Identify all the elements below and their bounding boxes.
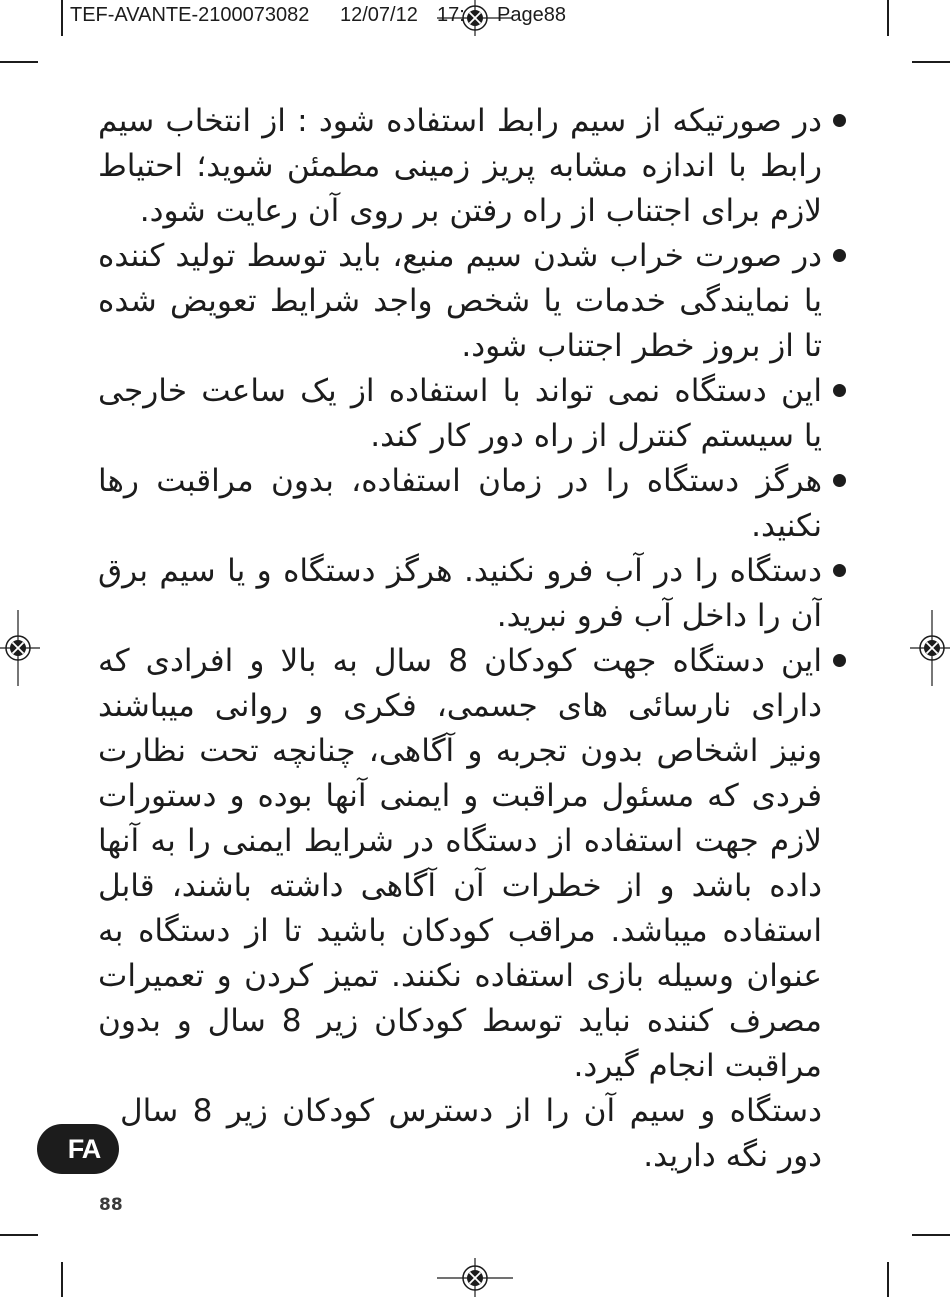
bullet-item-5: [98, 549, 822, 639]
text-line-content: مصرف کننده نباید توسط کودکان زیر 8 سال و بدون: [98, 1003, 822, 1039]
text-line-content: رابط با اندازه مشابه پریز زمینی مطمئن شوید؛ احتیاط: [98, 148, 822, 184]
crop-mark-bottom-right-horizontal: [912, 1234, 950, 1236]
text-line-content: این دستگاه جهت کودکان 8 سال به بالا و افرادی که: [98, 643, 822, 679]
language-badge: FA: [37, 1124, 119, 1174]
text-line: [98, 324, 822, 369]
text-line: [98, 1044, 822, 1089]
text-line-content: نکنید.: [751, 508, 822, 544]
text-line-content: ونیز اشخاص بدون تجربه و آگاهی، چنانچه تحت نظارت: [98, 733, 822, 769]
bullet-dot: [833, 474, 846, 487]
text-line: [98, 279, 822, 324]
registration-mark-left-icon: [0, 608, 44, 688]
text-line-content: در صورتیکه از سیم رابط استفاده شود : از انتخاب سیم: [98, 103, 822, 139]
text-line-content: یا سیستم کنترل از راه دور کار کند.: [370, 418, 822, 454]
bullet-dot: [833, 564, 846, 577]
text-line: [98, 594, 822, 639]
text-line: [98, 459, 822, 504]
bullet-dot: [833, 384, 846, 397]
bullet-dot: [833, 249, 846, 262]
text-line-content: دستگاه و سیم آن را از دسترس کودکان زیر 8 سال: [120, 1093, 822, 1129]
text-line-content: استفاده میباشد. مراقب کودکان باشید تا از دستگاه به: [98, 913, 822, 949]
text-line-content: لازم جهت استفاده از دستگاه در شرایط ایمنی را به آنها: [98, 823, 822, 859]
registration-mark-bottom-icon: [435, 1254, 515, 1297]
text-line: [98, 99, 822, 144]
bullet-item-2: [98, 234, 822, 369]
bullet-item-4: [98, 459, 822, 549]
text-line-content: آن را داخل آب فرو نبرید.: [496, 598, 822, 634]
text-line-content: تا از بروز خطر اجتناب شود.: [461, 328, 822, 364]
text-line: [98, 909, 822, 954]
text-line: [98, 954, 822, 999]
bullet-item-6: [98, 639, 822, 1089]
text-line-content: دستگاه را در آب فرو نکنید. هرگز دستگاه و یا سیم برق: [98, 553, 822, 589]
page-number: 88: [99, 1195, 123, 1215]
text-line: [98, 549, 822, 594]
crop-mark-top-right-horizontal: [912, 61, 950, 63]
bullet-item-1: [98, 99, 822, 234]
text-line: [98, 189, 822, 234]
text-line: [98, 144, 822, 189]
safety-instructions: [98, 99, 822, 1179]
registration-mark-top-icon: [435, 0, 515, 40]
slug-date: 12/07/12: [340, 4, 418, 26]
bullet-item-3: [98, 369, 822, 459]
text-line: [98, 864, 822, 909]
text-line: [120, 1089, 822, 1134]
text-line: [98, 999, 822, 1044]
text-line-content: داده باشد و از خطرات آن آگاهی داشته باشند، قابل: [98, 868, 822, 904]
slug-time: 17:: [437, 4, 465, 26]
crop-mark-top-left-horizontal: [0, 61, 38, 63]
crop-mark-bottom-right-vertical: [887, 1262, 889, 1297]
slug-file-name: TEF-AVANTE-2100073082: [70, 4, 310, 26]
crop-mark-bottom-left-vertical: [61, 1262, 63, 1297]
text-line-content: یا نمایندگی خدمات یا شخص واجد شرایط تعویض شده: [98, 283, 822, 319]
text-line-content: این دستگاه نمی تواند با استفاده از یک ساعت خارجی: [98, 373, 822, 409]
text-line: [98, 819, 822, 864]
crop-mark-top-left-vertical: [61, 0, 63, 36]
bullet-dot: [833, 114, 846, 127]
text-line-content: لازم برای اجتناب از راه رفتن بر روی آن رعایت شود.: [139, 193, 822, 229]
text-line-content: دارای نارسائی های جسمی، فکری و روانی میباشند: [98, 688, 822, 724]
slug-page: Page88: [497, 4, 566, 26]
crop-mark-bottom-left-horizontal: [0, 1234, 38, 1236]
text-line: [98, 639, 822, 684]
text-line: [98, 774, 822, 819]
text-line: [98, 1134, 822, 1179]
text-line: [98, 729, 822, 774]
text-line-content: فردی که مسئول مراقبت و ایمنی آنها بوده و دستورات: [98, 778, 822, 814]
registration-mark-right-icon: [906, 608, 950, 688]
crop-mark-top-right-vertical: [887, 0, 889, 36]
text-line: [98, 684, 822, 729]
text-line-content: مراقبت انجام گیرد.: [573, 1048, 822, 1084]
text-line-content: هرگز دستگاه را در زمان استفاده، بدون مراقبت رها: [98, 463, 822, 499]
text-line-content: در صورت خراب شدن سیم منبع، باید توسط تولید کننده: [98, 238, 822, 274]
text-line: [98, 504, 822, 549]
closing-paragraph: [98, 1089, 822, 1179]
text-line: [98, 234, 822, 279]
bullet-dot: [833, 654, 846, 667]
text-line: [98, 414, 822, 459]
text-line-content: دور نگه دارید.: [643, 1138, 822, 1174]
text-line: [98, 369, 822, 414]
text-line-content: عنوان وسیله بازی استفاده نکنند. تمیز کردن و تعمیرات: [98, 958, 822, 994]
